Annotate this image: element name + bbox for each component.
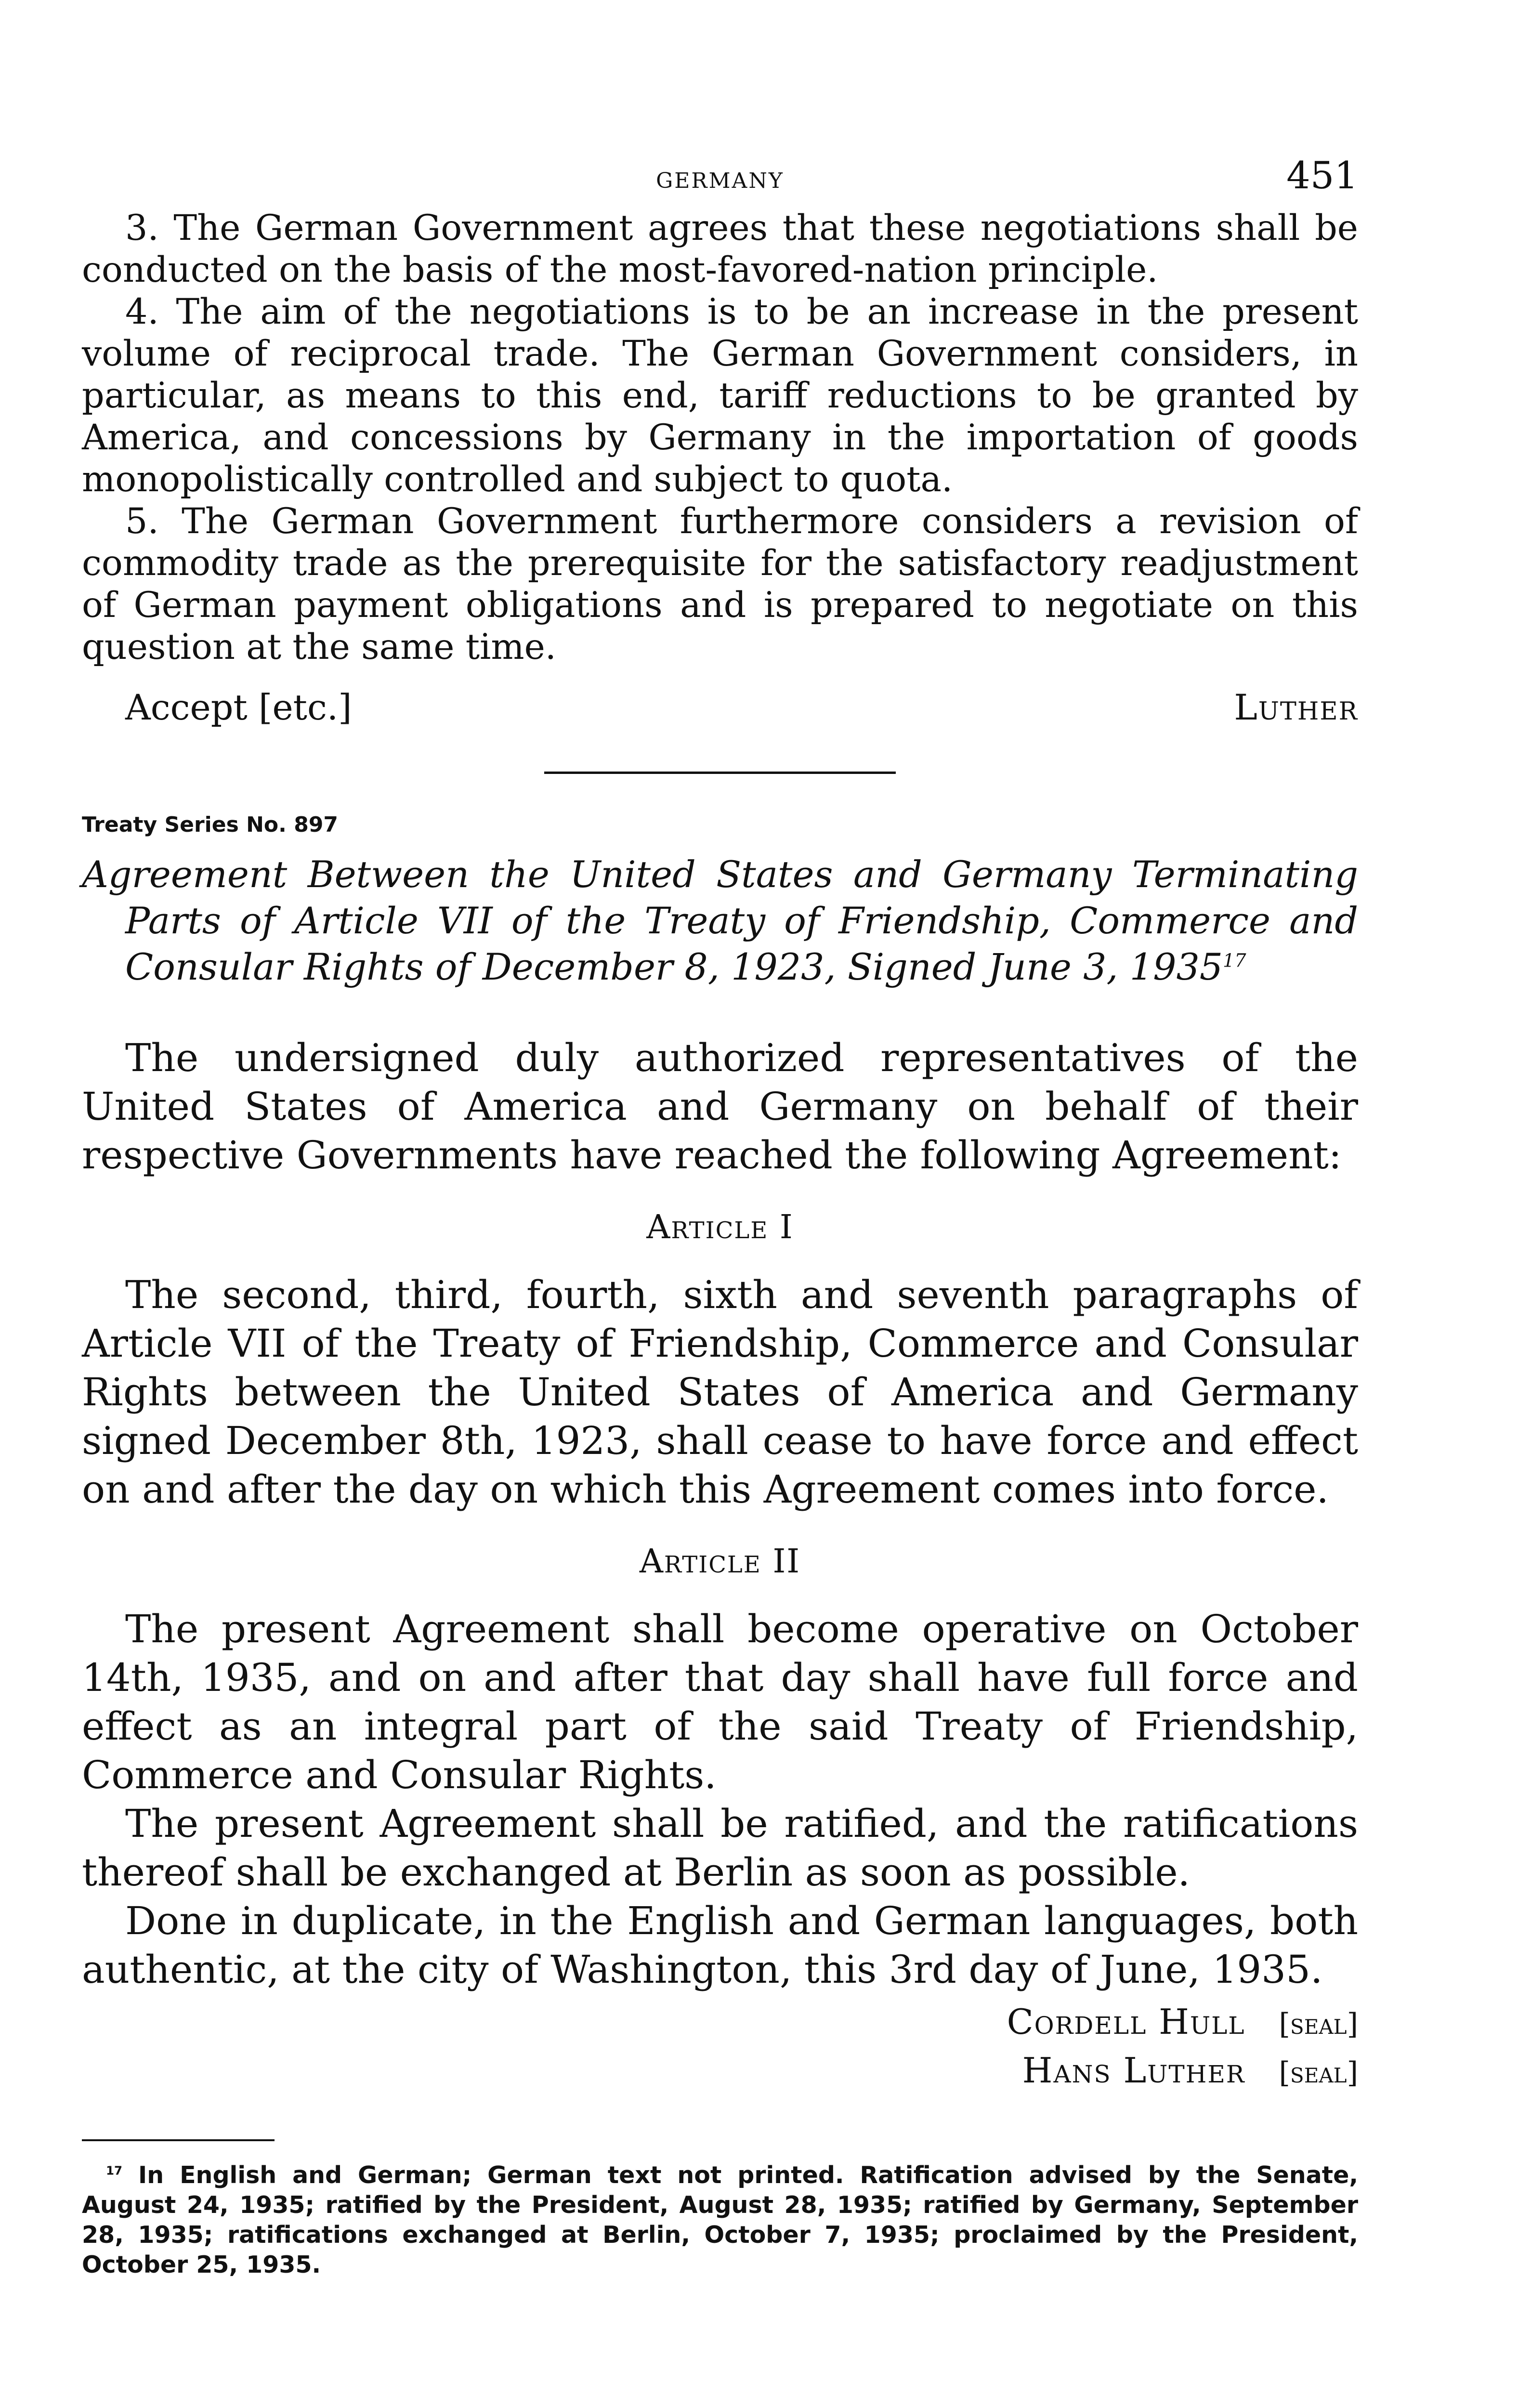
- paragraph-4: 4. The aim of the negotiations is to be an increase in the present volume of reciprocal trade. The German Government considers, in particular, as means to this end, tariff reductions to be granted by America, and concessions by Germany in the importation of goods monopolistically controlled and subject to quota.: [82, 291, 1358, 500]
- seal-mark: [seal]: [1279, 2056, 1358, 2090]
- footnote-ref: 17: [1223, 950, 1246, 971]
- closing-salutation: Accept [etc.]: [125, 687, 352, 728]
- paragraph-5: 5. The German Government furthermore considers a revision of commodity trade as the prerequisite for the satisfactory readjustment of German payment obligations and is prepared to negotiate on this question at the same time.: [82, 501, 1358, 667]
- agreement-title: [82, 851, 1358, 990]
- agreement-title-text: Agreement Between the United States and Germany Terminating Parts of Article VII of the Treaty of Friendship, Commerce and Consular Rights of December 8, 1923, Signed June 3, 1935: [82, 853, 1358, 988]
- signatory-name: Cordell Hull: [1007, 2002, 1245, 2042]
- paragraph-3: 3. The German Government agrees that these negotiations shall be conducted on the basis of the most-favored-nation principle.: [82, 208, 1358, 290]
- article-1-heading: Article I: [646, 1208, 794, 1246]
- running-head: [82, 154, 1358, 207]
- article-2-heading: Article II: [639, 1543, 801, 1581]
- signature-line: [1007, 1999, 1358, 2047]
- footnote-divider: [82, 2139, 275, 2141]
- footnote-number: 17: [106, 2163, 123, 2178]
- signatory-name: Hans Luther: [1022, 2050, 1245, 2091]
- closing-signature: Luther: [1234, 687, 1358, 728]
- page-number: 451: [1286, 154, 1358, 197]
- footnote-text: In English and German; German text not printed. Ratification advised by the Senate, August 24, 1935; ratified by the President, August 28, 1935; ratified by Germany, September 28, 1935; ratifications exchanged at Berlin, October 7, 1935; proclaimed by the President, October 25, 1935.: [82, 2161, 1358, 2278]
- article-2-paragraph-2: The present Agreement shall be ratified, and the ratifications thereof shall be exchanged at Berlin as soon as possible.: [82, 1801, 1358, 1895]
- treaty-series-label: Treaty Series No. 897: [82, 812, 339, 837]
- article-2-paragraph-3: Done in duplicate, in the English and German languages, both authentic, at the city of Washington, this 3rd day of June, 1935.: [82, 1898, 1358, 1992]
- article-2-paragraph-1: The present Agreement shall become operative on October 14th, 1935, and on and after that day shall have full force and effect as an integral part of the said Treaty of Friendship, Commerce and Consular Rights.: [82, 1607, 1358, 1797]
- article-1-text: The second, third, fourth, sixth and seventh paragraphs of Article VII of the Treaty of Friendship, Commerce and Consular Rights between the United States of America and Germany signed December 8th, 1923, shall cease to have force and effect on and after the day on which this Agreement comes into force.: [82, 1272, 1358, 1512]
- running-title: GERMANY: [656, 169, 784, 193]
- document-page: [82, 154, 1358, 2280]
- signature-line: [1022, 2047, 1358, 2096]
- closing-line: [82, 687, 1358, 728]
- signature-block: [82, 1999, 1358, 2096]
- seal-mark: [seal]: [1279, 2007, 1358, 2041]
- footnote: [82, 2160, 1358, 2280]
- section-divider: [544, 772, 896, 774]
- preamble: The undersigned duly authorized representatives of the United States of America and Germany on behalf of their respective Governments have reached the following Agreement:: [82, 1035, 1358, 1178]
- intro-section: [82, 207, 1358, 668]
